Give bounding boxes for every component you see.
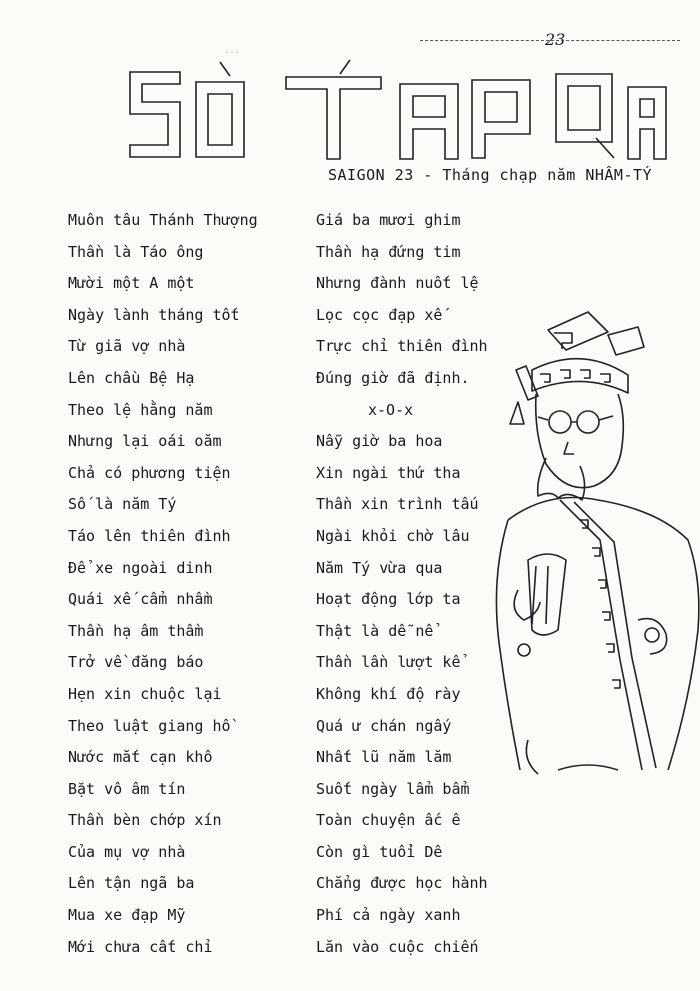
right-line: Nhưng đành nuốt lệ [316, 274, 479, 293]
left-line: Ngày lành tháng tốt [68, 305, 240, 324]
left-line: Lên tận ngã ba [68, 874, 195, 893]
right-line: Thần lần lượt kể [316, 653, 461, 672]
left-line: Táo lên thiên đình [68, 526, 231, 545]
left-line: Thần là Táo ông [68, 242, 204, 261]
right-line: Lọc cọc đạp xế [316, 305, 443, 324]
right-line: Nẫy giờ ba hoa [316, 432, 443, 451]
left-line: Để xe ngoài dinh [68, 558, 213, 577]
left-line: Mới chưa cất chỉ [68, 937, 213, 956]
left-line: Thần hạ âm thầm [68, 621, 204, 640]
right-line: Trực chỉ thiên đình [316, 337, 488, 356]
right-line: Thần xin trình tấu [316, 495, 479, 514]
right-line: Nhất lũ năm lăm [316, 748, 452, 767]
poem-left-column [68, 205, 258, 963]
kitchen-god-illustration [488, 290, 700, 790]
left-line: Thần bèn chớp xín [68, 811, 222, 830]
subtitle: SAIGON 23 - Tháng chạp năm NHÂM-TÝ [328, 166, 653, 184]
left-line: Trở về đăng báo [68, 653, 204, 672]
right-line: Không khí độ rày [316, 684, 461, 703]
right-line: Đúng giờ đã định. [316, 368, 470, 387]
poem-right-column [316, 205, 488, 963]
right-line: Ngài khỏi chờ lâu [316, 526, 470, 545]
left-line: Mười một A một [68, 274, 195, 293]
left-line: Lên chầu Bệ Hạ [68, 368, 195, 387]
right-line: Toàn chuyện ấc ê [316, 811, 461, 830]
left-line: Của mụ vợ nhà [68, 842, 186, 861]
left-line: Số là năm Tý [68, 495, 177, 514]
left-line: Mua xe đạp Mỹ [68, 906, 186, 925]
left-line: Bặt vô âm tín [68, 779, 186, 798]
section-separator: x-O-x [368, 400, 414, 419]
left-line: Muôn tâu Thánh Thượng [68, 211, 258, 229]
right-line: Chẳng được học hành [316, 874, 488, 893]
right-line: Thật là dễ nể [316, 621, 434, 640]
left-line: Chả có phương tiện [68, 463, 231, 482]
right-line: Giá ba mươi ghim [316, 211, 461, 229]
left-line: Theo lệ hằng năm [68, 400, 213, 419]
left-line: Nước mắt cạn khô [68, 748, 213, 767]
right-line: Hoạt động lớp ta [316, 590, 461, 609]
right-line: Còn gì tuổi Dê [316, 842, 443, 861]
right-line: Phí cả ngày xanh [316, 906, 461, 925]
right-line: Suốt ngày lẩm bẩm [316, 779, 470, 798]
page-number: 23 [545, 30, 566, 49]
right-line: Xin ngài thứ tha [316, 463, 461, 482]
left-line: Quái xế cẩm nhầm [68, 590, 213, 609]
left-line: Theo luật giang hồ [68, 716, 231, 735]
top-rule [420, 40, 680, 41]
left-line: Hẹn xin chuộc lại [68, 684, 222, 703]
right-line: Thần hạ đứng tim [316, 242, 461, 261]
right-line: Năm Tý vừa qua [316, 558, 443, 577]
title-lettering [118, 52, 678, 177]
right-line: Quá ư chán ngấy [316, 716, 452, 735]
left-line: Nhưng lại oái oăm [68, 432, 222, 451]
right-line: Lăn vào cuộc chiến [316, 937, 479, 956]
left-line: Từ giã vợ nhà [68, 337, 186, 356]
